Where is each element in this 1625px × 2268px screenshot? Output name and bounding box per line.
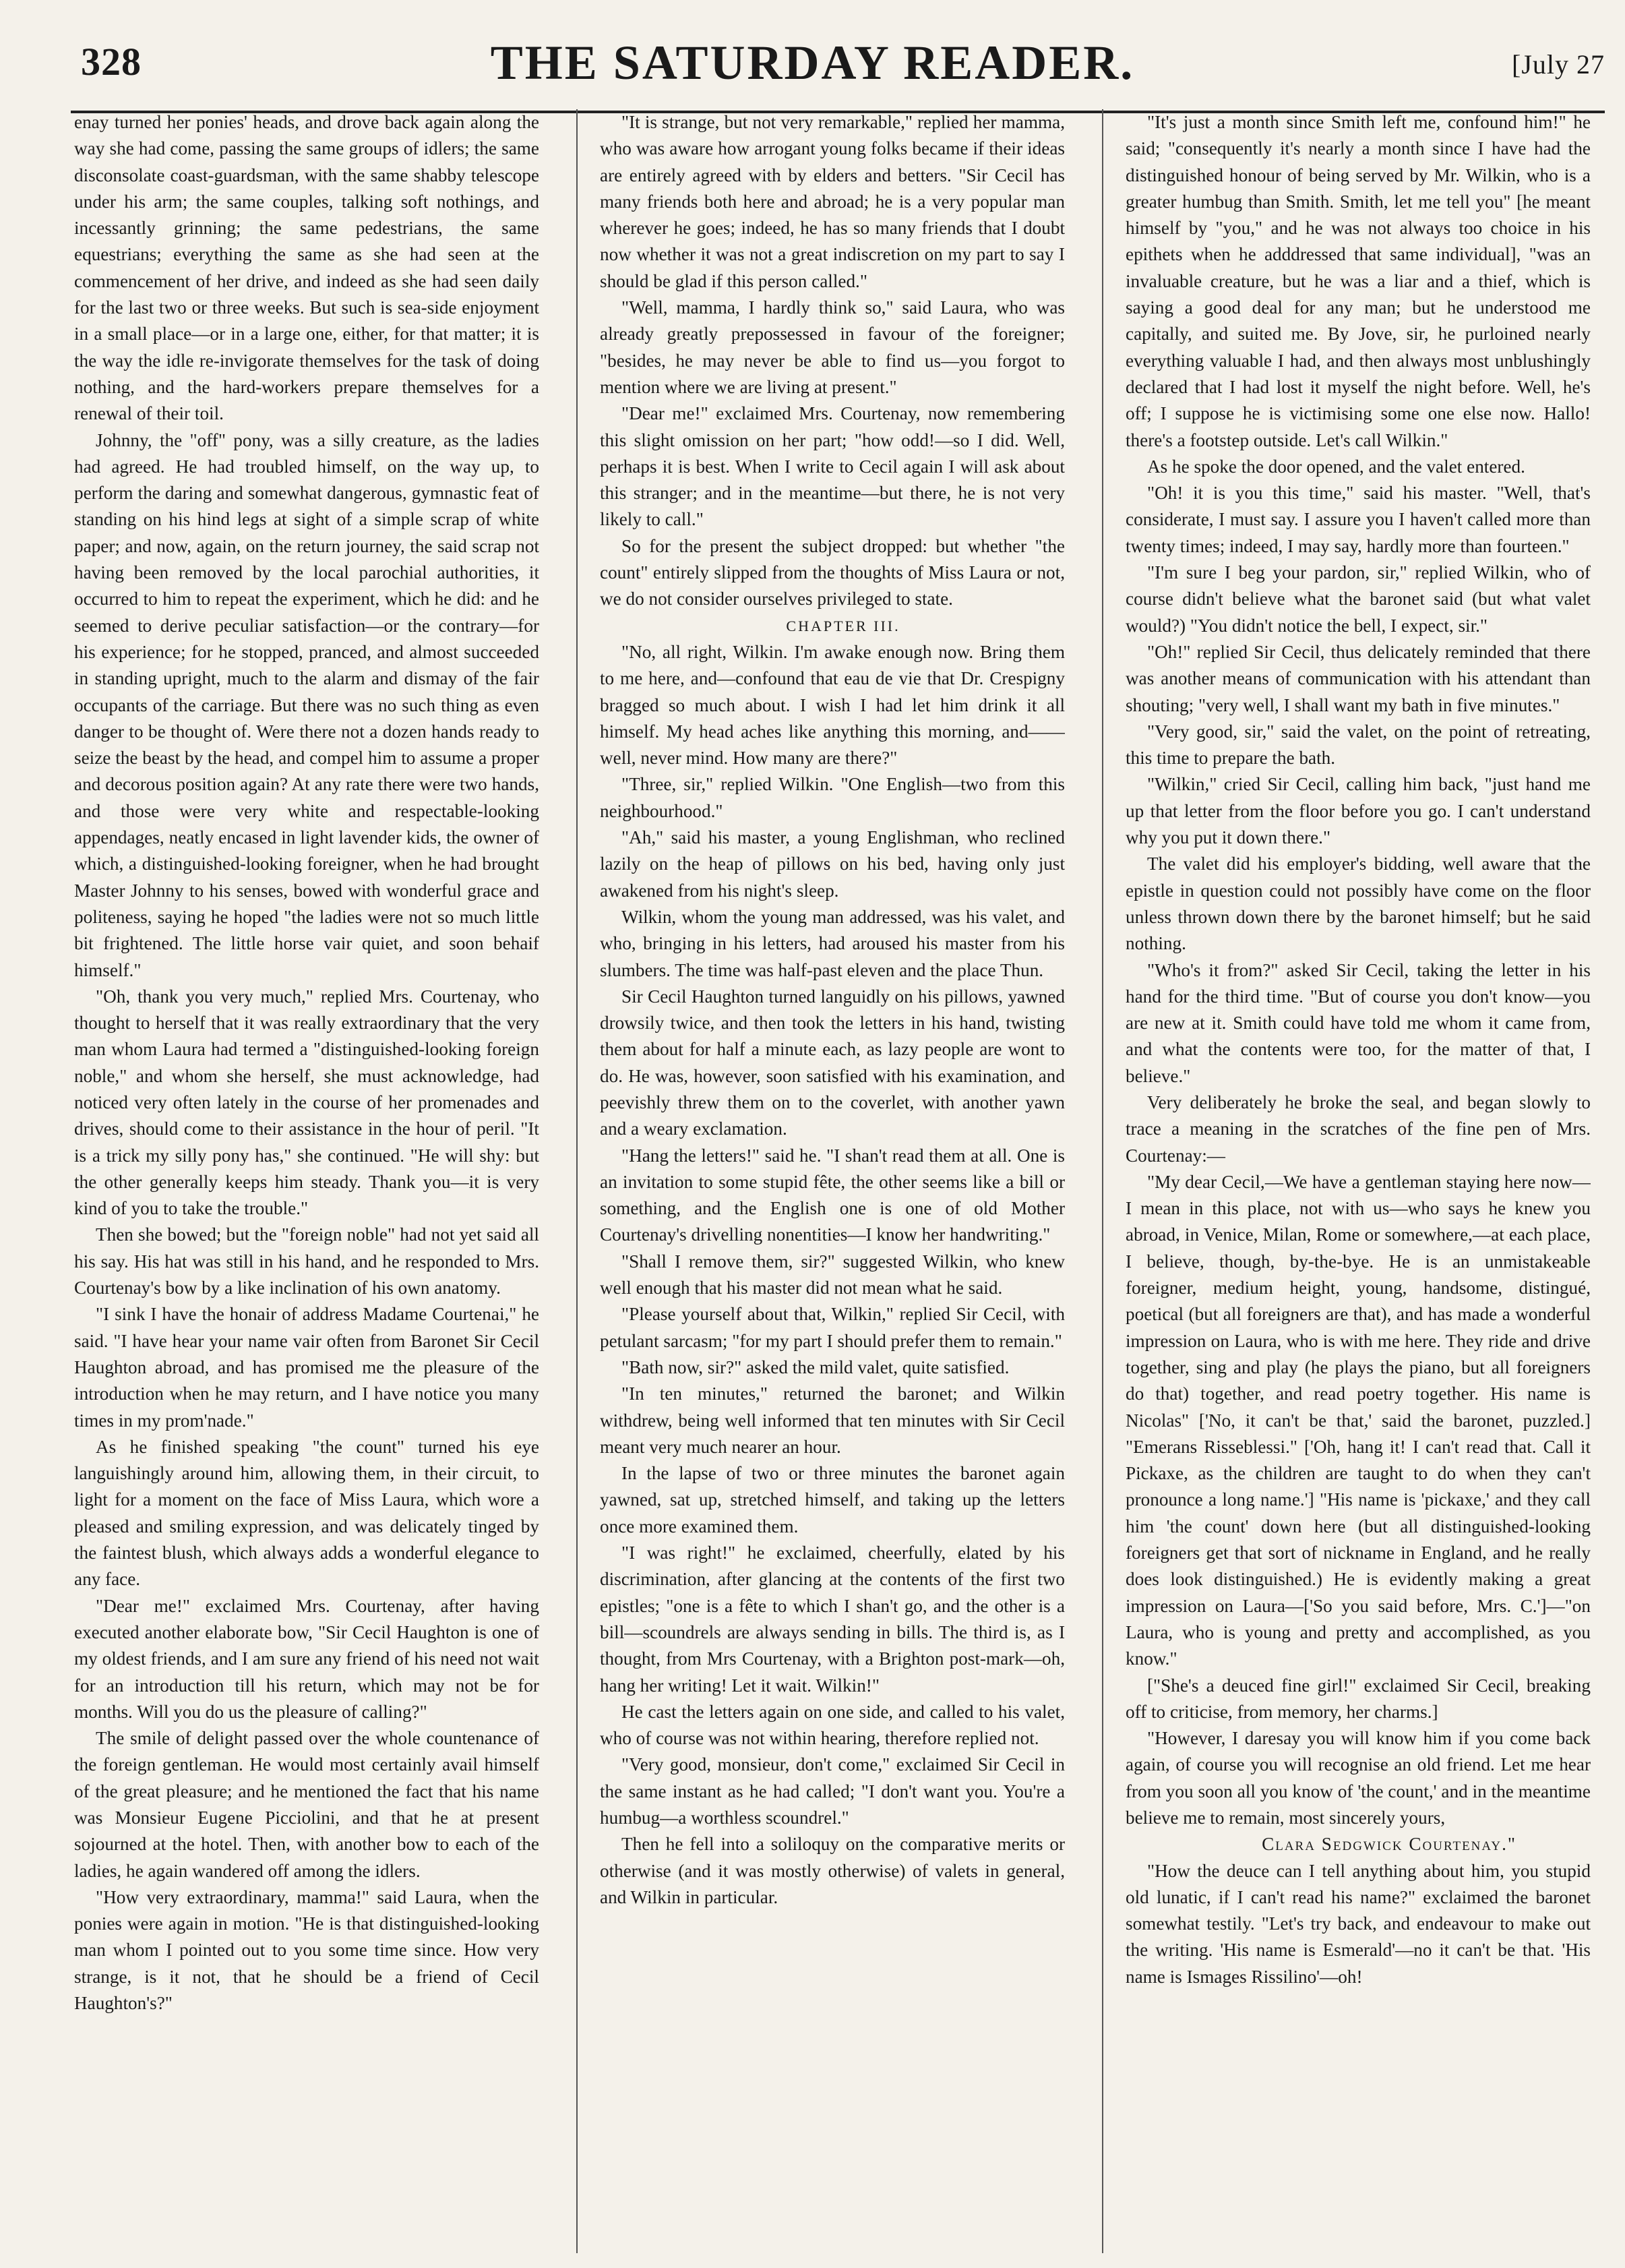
- paragraph: "Ah," said his master, a young Englishman, who reclined lazily on the heap of pillows on his bed, having only just awakened from his night's sleep.: [600, 827, 1065, 901]
- column-3: [1126, 109, 1591, 2253]
- paragraph: "It's just a month since Smith left me, confound him!" he said; "consequently it's nearly a month since I have had the distinguished honour of being served by Mr. Wilkin, who is a greater humbug than Smith. Smith, let me tell you" [he meant himself by "you," and he was not always too choice in his epithets when he adddressed that same individual], "was an invaluable creature, but he was a liar and a thief, which is saying a good deal for any man; but he understood me capitally, and suited me. By Jove, sir, he purloined nearly everything valuable I had, and then always most unblushingly declared that I had lost it myself the night before. Well, he's off; I suppose he is victimising some one else now. Hallo! there's a footstep outside. Let's call Wilkin.": [1126, 112, 1591, 450]
- paragraph: "Shall I remove them, sir?" suggested Wilkin, who knew well enough that his master did not mean what he said.: [600, 1251, 1065, 1299]
- paragraph: enay turned her ponies' heads, and drove back again along the way she had come, passing the same groups of idlers; the same disconsolate coast-guardsman, with the same shabby telescope under his arm; the same couples, talking soft nothings, and incessantly grinning; the same pedestrians, the same equestrians; everything the same as she had seen at the commencement of her drive, and indeed as she had seen daily for the last two or three weeks. But such is sea-side enjoyment in a small place—or in a large one, either, for that matter; it is the way the idle re-invigorate themselves for the task of doing nothing, and the hard-workers prepare themselves for a renewal of their toil.: [74, 112, 539, 424]
- page-number: 328: [81, 40, 142, 84]
- paragraph: "Bath now, sir?" asked the mild valet, quite satisfied.: [621, 1356, 1010, 1377]
- paragraph: "In ten minutes," returned the baronet; and Wilkin withdrew, being well informed that ten minutes with Sir Cecil meant very much nearer an hour.: [600, 1383, 1065, 1457]
- paragraph: The valet did his employer's bidding, well aware that the epistle in question could not possibly have come on the floor unless thrown down there by the baronet himself; but he said nothing.: [1126, 854, 1591, 954]
- text-columns: [74, 109, 1591, 2253]
- paragraph: "How very extraordinary, mamma!" said Laura, when the ponies were again in motion. "He is that distinguished-looking man whom I pointed out to you some time since. How very strange, is it not, that he should be a friend of Cecil Haughton's?": [74, 1886, 539, 2014]
- page-header: [0, 15, 1625, 96]
- paragraph: ["She's a deuced fine girl!" exclaimed Sir Cecil, breaking off to criticise, from memory, her charms.]: [1126, 1675, 1591, 1722]
- paragraph: "Three, sir," replied Wilkin. "One English—two from this neighbourhood.": [600, 774, 1065, 821]
- paragraph: "It is strange, but not very remarkable," replied her mamma, who was aware how arrogant young folks became if their ideas are entirely agreed with by elders and betters. "Sir Cecil has many friends both here and abroad; he is a very popular man wherever he goes; indeed, he has so many friends that I doubt now whether it was not a great indiscretion on my part to say I should be glad if this person called.": [600, 112, 1065, 291]
- column-rule: [576, 109, 578, 2253]
- paragraph: The smile of delight passed over the whole countenance of the foreign gentleman. He would most certainly avail himself of the great pleasure; and he mentioned the fact that his name was Monsieur Eugene Picciolini, and that he at present sojourned at the hotel. Then, with another bow to each of the ladies, he again wandered off among the idlers.: [74, 1728, 539, 1881]
- paragraph: "Very good, sir," said the valet, on the point of retreating, this time to prepare the bath.: [1126, 721, 1591, 769]
- paragraph: Wilkin, whom the young man addressed, was his valet, and who, bringing in his letters, had aroused his master from his slumbers. The time was half-past eleven and the place Thun.: [600, 906, 1065, 980]
- paragraph: "I'm sure I beg your pardon, sir," replied Wilkin, who of course didn't believe what the baronet said (but what valet would?) "You didn't notice the bell, I expect, sir.": [1126, 562, 1591, 636]
- paragraph: He cast the letters again on one side, and called to his valet, who of course was not within hearing, therefore replied not.: [600, 1701, 1065, 1749]
- column-rule: [1102, 109, 1103, 2253]
- paragraph: "I sink I have the honair of address Madame Courtenai," he said. "I have hear your name vair often from Baronet Sir Cecil Haughton abroad, and has promised me the pleasure of the introduction when he may return, and I have notice you many times in my prom'nade.": [74, 1304, 539, 1431]
- paragraph: "Well, mamma, I hardly think so," said Laura, who was already greatly prepossessed in favour of the foreigner; "besides, he may never be able to find us—you forgot to mention where we are living at present.": [600, 297, 1065, 397]
- paragraph: "I was right!" he exclaimed, cheerfully, elated by his discrimination, after glancing at the contents of the first two epistles; "one is a fête to which I shan't go, and the other is a bill—scoundrels are always sending in bills. The third is, as I thought, from Mrs Courtenay, with a Brighton post-mark—oh, hang her writing! Let it wait. Wilkin!": [600, 1543, 1065, 1696]
- paragraph: "Oh, thank you very much," replied Mrs. Courtenay, who thought to herself that it was really extraordinary that the very man whom Laura had termed a "distinguished-looking foreign noble," and whom she herself, she must acknowledge, had noticed very often lately in the course of her promenades and drives, should come to their assistance in the hour of peril. "It is a trick my silly pony has," she continued. "He will shy: but the other generally keeps him steady. Thank you—it is very kind of you to take the trouble.": [74, 986, 539, 1219]
- paragraph: Then she bowed; but the "foreign noble" had not yet said all his say. His hat was still in his hand, and he responded to Mrs. Courtenay's bow by a like inclination of his own anatomy.: [74, 1224, 539, 1299]
- paragraph: "Wilkin," cried Sir Cecil, calling him back, "just hand me up that letter from the floor before you go. I can't understand why you put it down there.": [1126, 774, 1591, 848]
- chapter-heading: CHAPTER III.: [786, 617, 900, 634]
- column-2: [600, 109, 1065, 2253]
- journal-title: THE SATURDAY READER.: [490, 36, 1135, 90]
- paragraph: "Dear me!" exclaimed Mrs. Courtenay, now remembering this slight omission on her part; "how odd!—so I did. Well, perhaps it is best. When I write to Cecil again I will ask about this stranger; and in the meantime—but there, he is not very likely to call.": [600, 403, 1065, 530]
- column-1: [74, 109, 539, 2253]
- paragraph: So for the present the subject dropped: but whether "the count" entirely slipped from the thoughts of Miss Laura or not, we do not consider ourselves privileged to state.: [600, 535, 1065, 609]
- paragraph: Johnny, the "off" pony, was a silly creature, as the ladies had agreed. He had troubled himself, on the way up, to perform the daring and somewhat dangerous, gymnastic feat of standing on his hind legs at sight of a simple scrap of white paper; and now, again, on the return journey, the said scrap not having been removed by the local parochial authorities, it occurred to him to repeat the experiment, which he did: and he seemed to derive peculiar satisfaction—or the contrary—for his experience; for he stopped, pranced, and almost succeeded in standing upright, much to the alarm and dismay of the fair occupants of the carriage. But there was no such thing as even danger to be thought of. Were there not a dozen hands ready to seize the beast by the head, and compel him to assume a proper and decorous position again? At any rate there were two hands, and those were very white and respectable-looking appendages, neatly encased in light lavender kids, the owner of which, a distinguished-looking foreigner, when he had brought Master Johnny to his senses, bowed with wonderful grace and politeness, saying he hoped "the ladies were not so much little bit frightened. The little horse vair quiet, and soon behaif himself.": [74, 429, 539, 980]
- letter-text: "My dear Cecil,—We have a gentleman staying here now—I mean in this place, not with us—who says he knew you abroad, in Venice, Milan, Rome or somewhere,—at each place, I believe, though, by-the-bye. He is an unmistakeable foreigner, medium height, young, handsome, distingué, poetical (but all foreigners are that), and has made a wonderful impression on Laura, who is with me here. They ride and drive together, sing and play (he plays the piano, but all foreigners do that) together, and read poetry together. His name is Nicolas" ['No, it can't be that,' said the baronet, puzzled.] "Emerans Risseblessi." ['Oh, hang it! I can't read that. Call it Pickaxe, as the children are taught to do when they can't pronounce a long name.'] "His name is 'pickaxe,' and they call him 'the count' down here (but all distinguished-looking foreigners get that sort of nickname in England, and he really does look distinguished.) He is evidently making a great impression on Laura—['So you said before, Mrs. C.']—"on Laura, who is young and pretty and accomplished, as you know.": [1126, 1171, 1591, 1669]
- paragraph: As he spoke the door opened, and the valet entered.: [1147, 456, 1525, 477]
- paragraph: "Please yourself about that, Wilkin," replied Sir Cecil, with petulant sarcasm; "for my part I should prefer them to remain.": [600, 1304, 1065, 1351]
- paragraph: "Dear me!" exclaimed Mrs. Courtenay, after having executed another elaborate bow, "Sir Cecil Haughton is one of my oldest friends, and I am sure any friend of his need not wait for an introduction till his return, which may not be for months. Will you do us the pleasure of calling?": [74, 1595, 539, 1722]
- paragraph: In the lapse of two or three minutes the baronet again yawned, sat up, stretched himself, and taking up the letters once more examined them.: [600, 1463, 1065, 1536]
- paragraph: "Very good, monsieur, don't come," exclaimed Sir Cecil in the same instant as he had called; "I don't want you. You're a humbug—a worthless scoundrel.": [600, 1754, 1065, 1828]
- paragraph: "Who's it from?" asked Sir Cecil, taking the letter in his hand for the third time. "But of course you don't know—you are new at it. Smith could have told me whom it came from, and what the contents were too, for the matter of that, I believe.": [1126, 959, 1591, 1086]
- paragraph: Sir Cecil Haughton turned languidly on his pillows, yawned drowsily twice, and then took the letters in his hand, twisting them about for half a minute each, as lazy people are wont to do. He was, however, soon satisfied with his examination, and peevishly threw them on to the coverlet, with another yawn and a weary exclamation.: [600, 986, 1065, 1139]
- paragraph: "Hang the letters!" said he. "I shan't read them at all. One is an invitation to some stupid fête, the other seems like a bill or something, and the English one is one of old Mother Courtenay's drivelling nonentities—I know her handwriting.": [600, 1145, 1065, 1245]
- paragraph: "No, all right, Wilkin. I'm awake enough now. Bring them to me here, and—confound that eau de vie that Dr. Crespigny bragged so much about. I wish I had let him drink it all himself. My head aches like anything this morning, and——well, never mind. How many are there?": [600, 641, 1065, 769]
- paragraph: "Oh! it is you this time," said his master. "Well, that's considerate, I must say. I assure you I haven't called more than twenty times; indeed, I may say, hardly more than fourteen.": [1126, 483, 1591, 556]
- paragraph: Very deliberately he broke the seal, and began slowly to trace a meaning in the scratches of the fine pen of Mrs. Courtenay:—: [1126, 1092, 1591, 1166]
- letter-signature: Clara Sedgwick Courtenay.": [1262, 1834, 1516, 1855]
- paragraph: "However, I daresay you will know him if you come back again, of course you will recognise an old friend. Let me hear from you soon all you know of 'the count,' and in the meantime believe me to remain, most sincerely yours,: [1126, 1728, 1591, 1828]
- paragraph: "How the deuce can I tell anything about him, you stupid old lunatic, if I can't read his name?" exclaimed the baronet somewhat testily. "Let's try back, and endeavour to make out the writing. 'His name is Esmerald'—no it can't be that. 'His name is Ismages Rissilino'—oh!: [1126, 1860, 1591, 1987]
- paragraph: Then he fell into a soliloquy on the comparative merits or otherwise (and it was mostly otherwise) of valets in general, and Wilkin in particular.: [600, 1834, 1065, 1907]
- paragraph: As he finished speaking "the count" turned his eye languishingly around him, allowing them, in their circuit, to light for a moment on the face of Miss Laura, which wore a pleased and smiling expression, and was delicately tinged by the faintest blush, which always adds a wonderful elegance to any face.: [74, 1436, 539, 1590]
- paragraph: "Oh!" replied Sir Cecil, thus delicately reminded that there was another means of communication with his attendant than shouting; "very well, I shall want my bath in five minutes.": [1126, 641, 1591, 715]
- issue-date: [July 27: [1512, 49, 1605, 80]
